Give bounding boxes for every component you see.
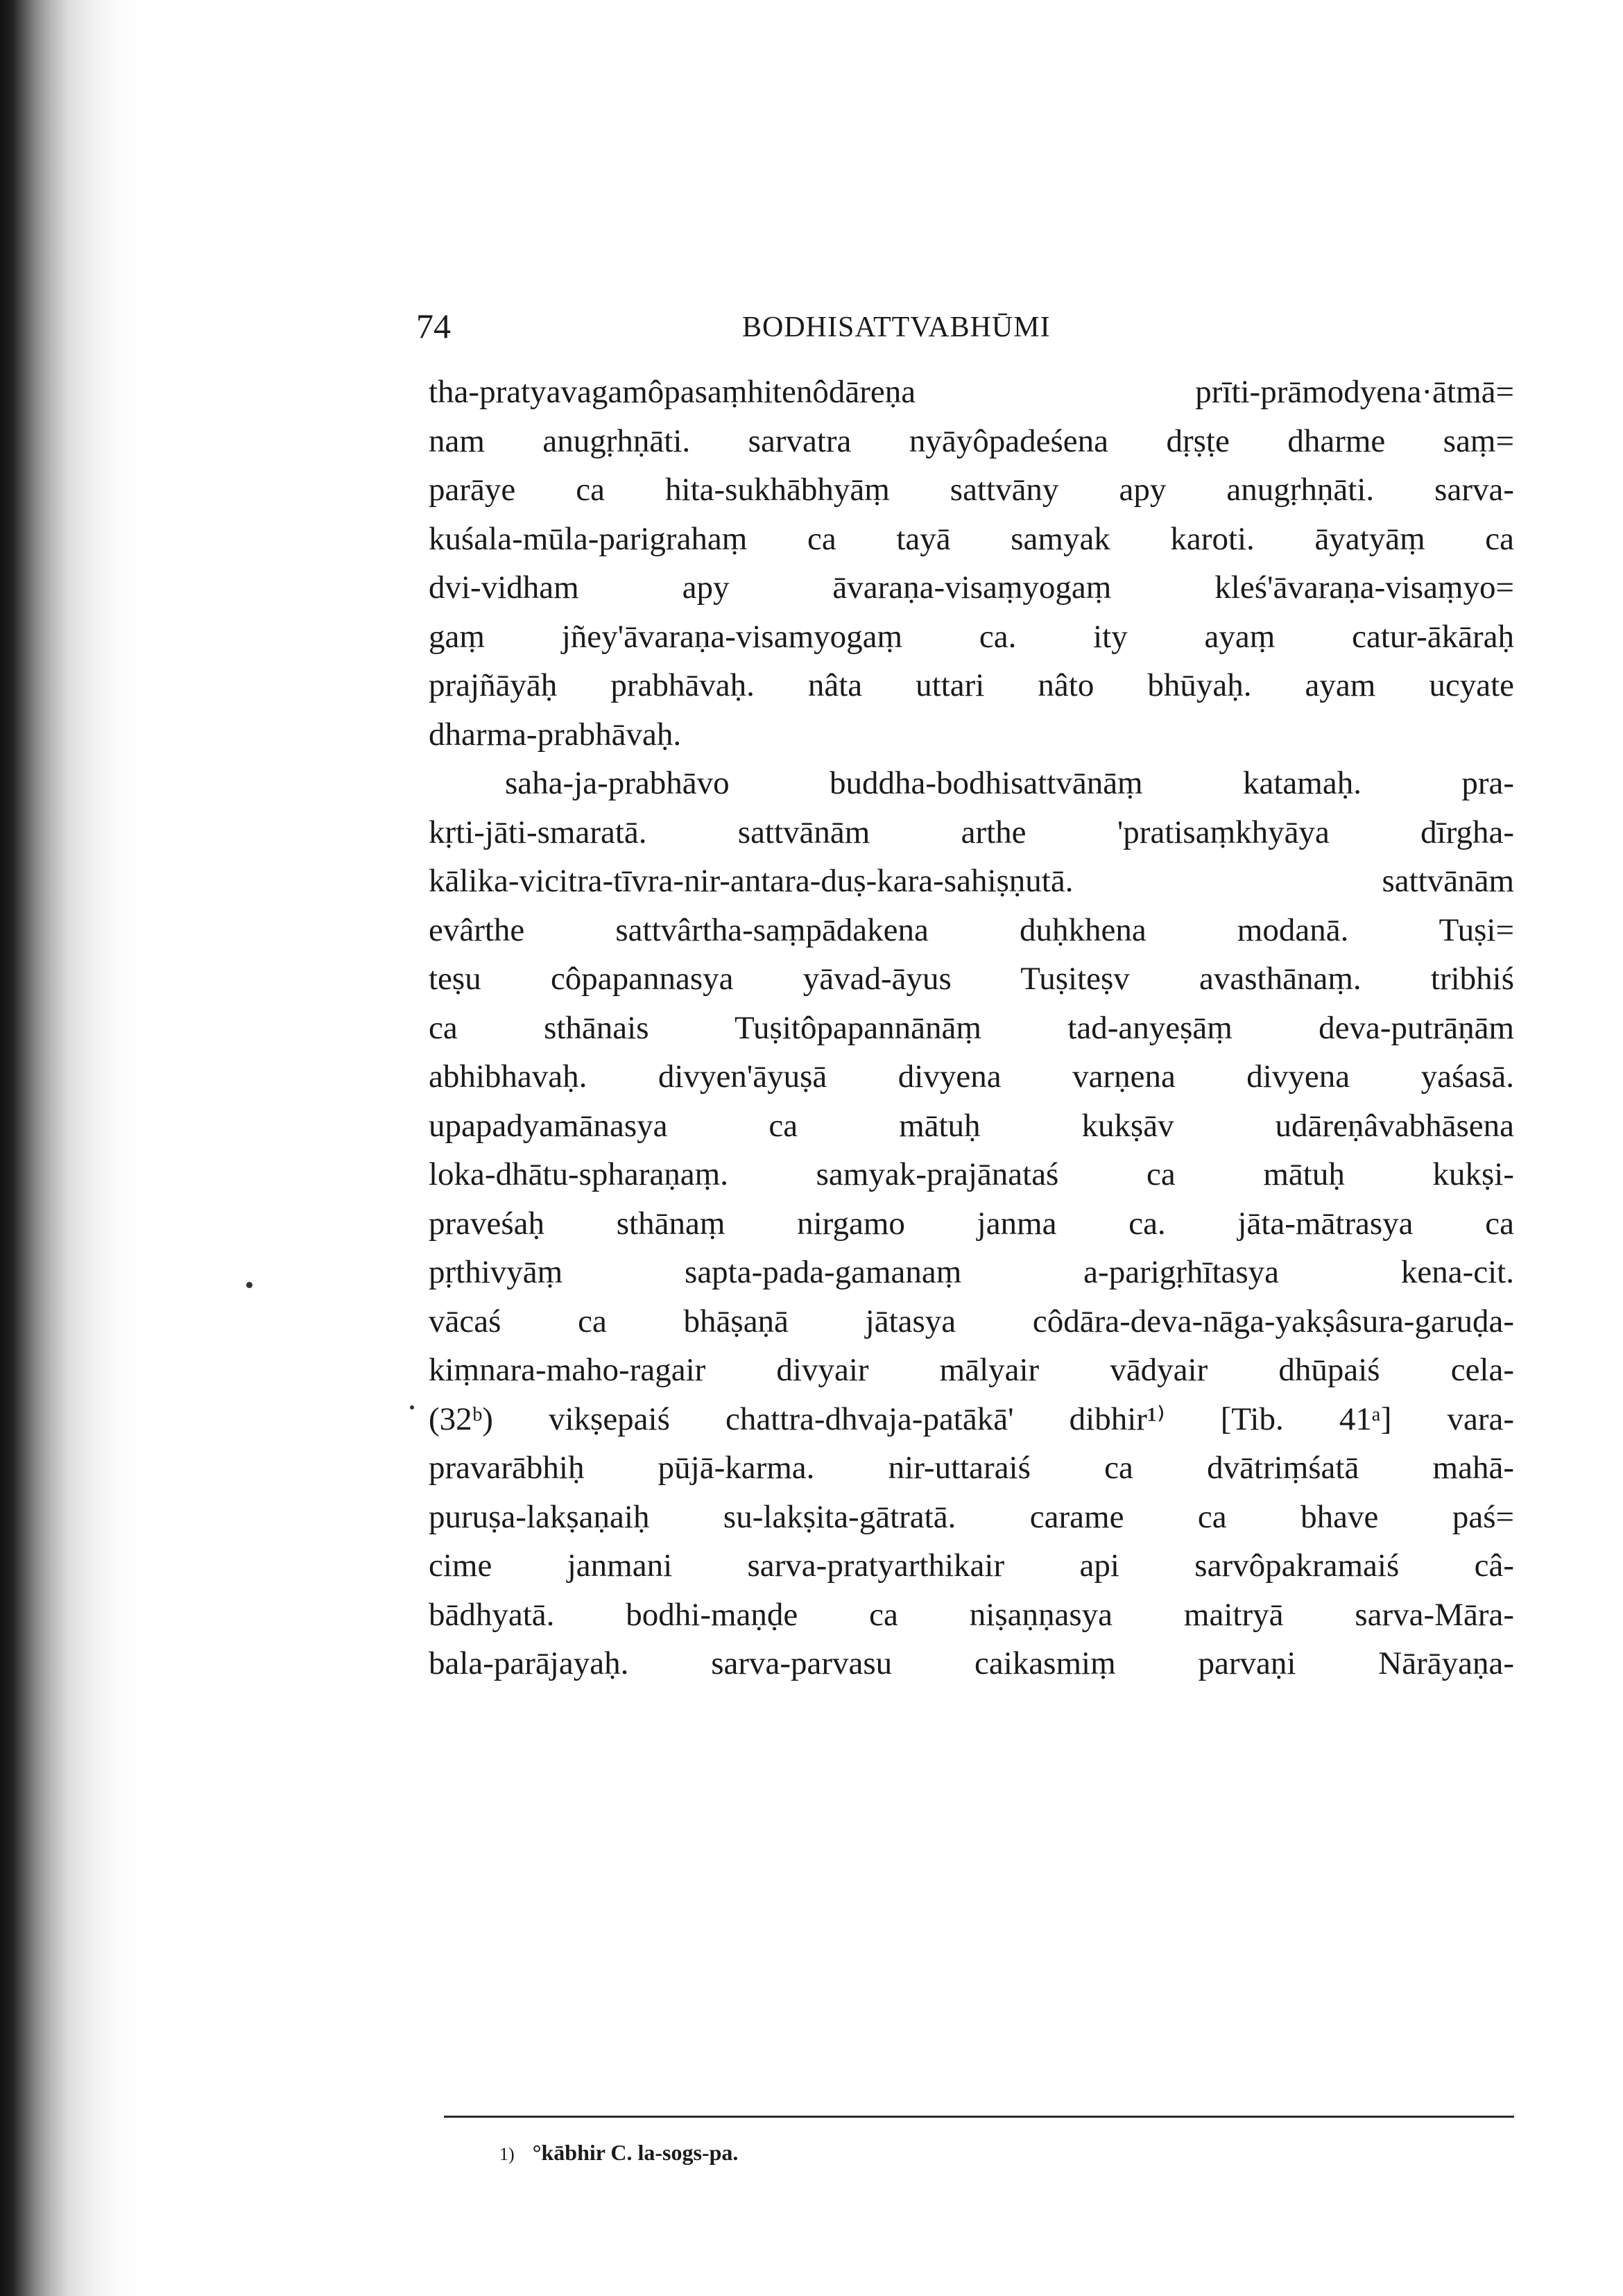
text-line: evârthe sattvârtha-saṃpādakena duḥkhena modanā. Tuṣi= — [429, 911, 1514, 948]
text-line: praveśaḥ sthānaṃ nirgamo janma ca. jāta-mātrasya ca — [429, 1205, 1514, 1242]
text-line: bala-parājayaḥ. sarva-parvasu caikasmiṃ parvaṇi Nārāyaṇa- — [429, 1645, 1514, 1681]
text-line: pṛthivyāṃ sapta-pada-gamanaṃ a-parigṛhītasya kena-cit. — [429, 1254, 1514, 1290]
text-line: dvi-vidham apy āvaraṇa-visaṃyogaṃ kleś'āvaraṇa-visaṃyo= — [429, 569, 1514, 606]
footnote-marker: 1) — [499, 2144, 515, 2164]
text-line: loka-dhātu-spharaṇaṃ. samyak-prajānataś ca mātuḥ kukṣi- — [429, 1156, 1514, 1192]
text-line: upapadyamānasya ca mātuḥ kukṣāv udāreṇâvabhāsena — [429, 1107, 1514, 1144]
text-line: parāye ca hita-sukhābhyāṃ sattvāny apy anugṛhṇāti. sarva- — [429, 472, 1514, 508]
footnote-text: °kābhir C. la-sogs-pa. — [532, 2140, 739, 2165]
binding-shadow — [0, 0, 139, 2296]
text-line: tha-pratyavagamôpasaṃhitenôdāreṇa prīti-prāmodyena·ātmā= — [429, 374, 1514, 410]
text-line: ca sthānais Tuṣitôpapannānāṃ tad-anyeṣāṃ deva-putrāṇām — [429, 1009, 1514, 1046]
page-number: 74 — [416, 307, 451, 345]
text-line: prajñāyāḥ prabhāvaḥ. nâta uttari nâto bhūyaḥ. ayam ucyate — [429, 667, 1514, 703]
text-line: bādhyatā. bodhi-maṇḍe ca niṣaṇṇasya maitryā sarva-Māra- — [429, 1596, 1514, 1633]
text-line: abhibhavaḥ. divyen'āyuṣā divyena varṇena divyena yaśasā. — [429, 1059, 1514, 1095]
text-line: kuśala-mūla-parigrahaṃ ca tayā samyak karoti. āyatyāṃ ca — [429, 520, 1514, 557]
text-line: gaṃ jñey'āvaraṇa-visamyogaṃ ca. ity ayaṃ catur-ākāraḥ — [429, 618, 1514, 655]
text-line: cime janmani sarva-pratyarthikair api sarvôpakramaiś câ- — [429, 1548, 1514, 1584]
text-line: vācaś ca bhāṣaṇā jātasya côdāra-deva-nāga-yakṣâsura-garuḍa- — [429, 1303, 1514, 1339]
text-line: nam anugṛhṇāti. sarvatra nyāyôpadeśena dṛṣṭe dharme saṃ= — [429, 422, 1514, 459]
text-line: kālika-vicitra-tīvra-nir-antara-duṣ-kara-sahiṣṇutā. sattvānām — [429, 863, 1514, 899]
text-line: pravarābhiḥ pūjā-karma. nir-uttaraiś ca dvātriṃśatā mahā- — [429, 1450, 1514, 1486]
text-line: kṛti-jāti-smaratā. sattvānām arthe 'pratisaṃkhyāya dīrgha- — [429, 814, 1514, 850]
footnote-rule — [444, 2116, 1514, 2118]
footnote — [499, 2135, 738, 2172]
text-line: dharma-prabhāvaḥ. — [429, 716, 682, 753]
stray-mark — [410, 1405, 414, 1410]
text-line: teṣu côpapannasya yāvad-āyus Tuṣiteṣv avasthānaṃ. tribhiś — [429, 961, 1514, 997]
text-line: puruṣa-lakṣaṇaiḥ su-lakṣita-gātratā. carame ca bhave paś= — [429, 1498, 1514, 1535]
stray-mark — [246, 1282, 252, 1288]
text-line: saha-ja-prabhāvo buddha-bodhisattvānāṃ katamaḥ. pra- — [505, 765, 1514, 801]
running-title: BODHISATTVABHŪMI — [742, 311, 1051, 343]
text-line: kiṃnara-maho-ragair divyair mālyair vādyair dhūpaiś cela- — [429, 1352, 1514, 1388]
page-header — [416, 305, 1512, 347]
text-line: (32ᵇ) vikṣepaiś chattra-dhvaja-patākā' dibhir¹⁾ [Tib. 41ᵃ] vara- — [429, 1400, 1514, 1437]
main-text-block — [429, 368, 1514, 1688]
